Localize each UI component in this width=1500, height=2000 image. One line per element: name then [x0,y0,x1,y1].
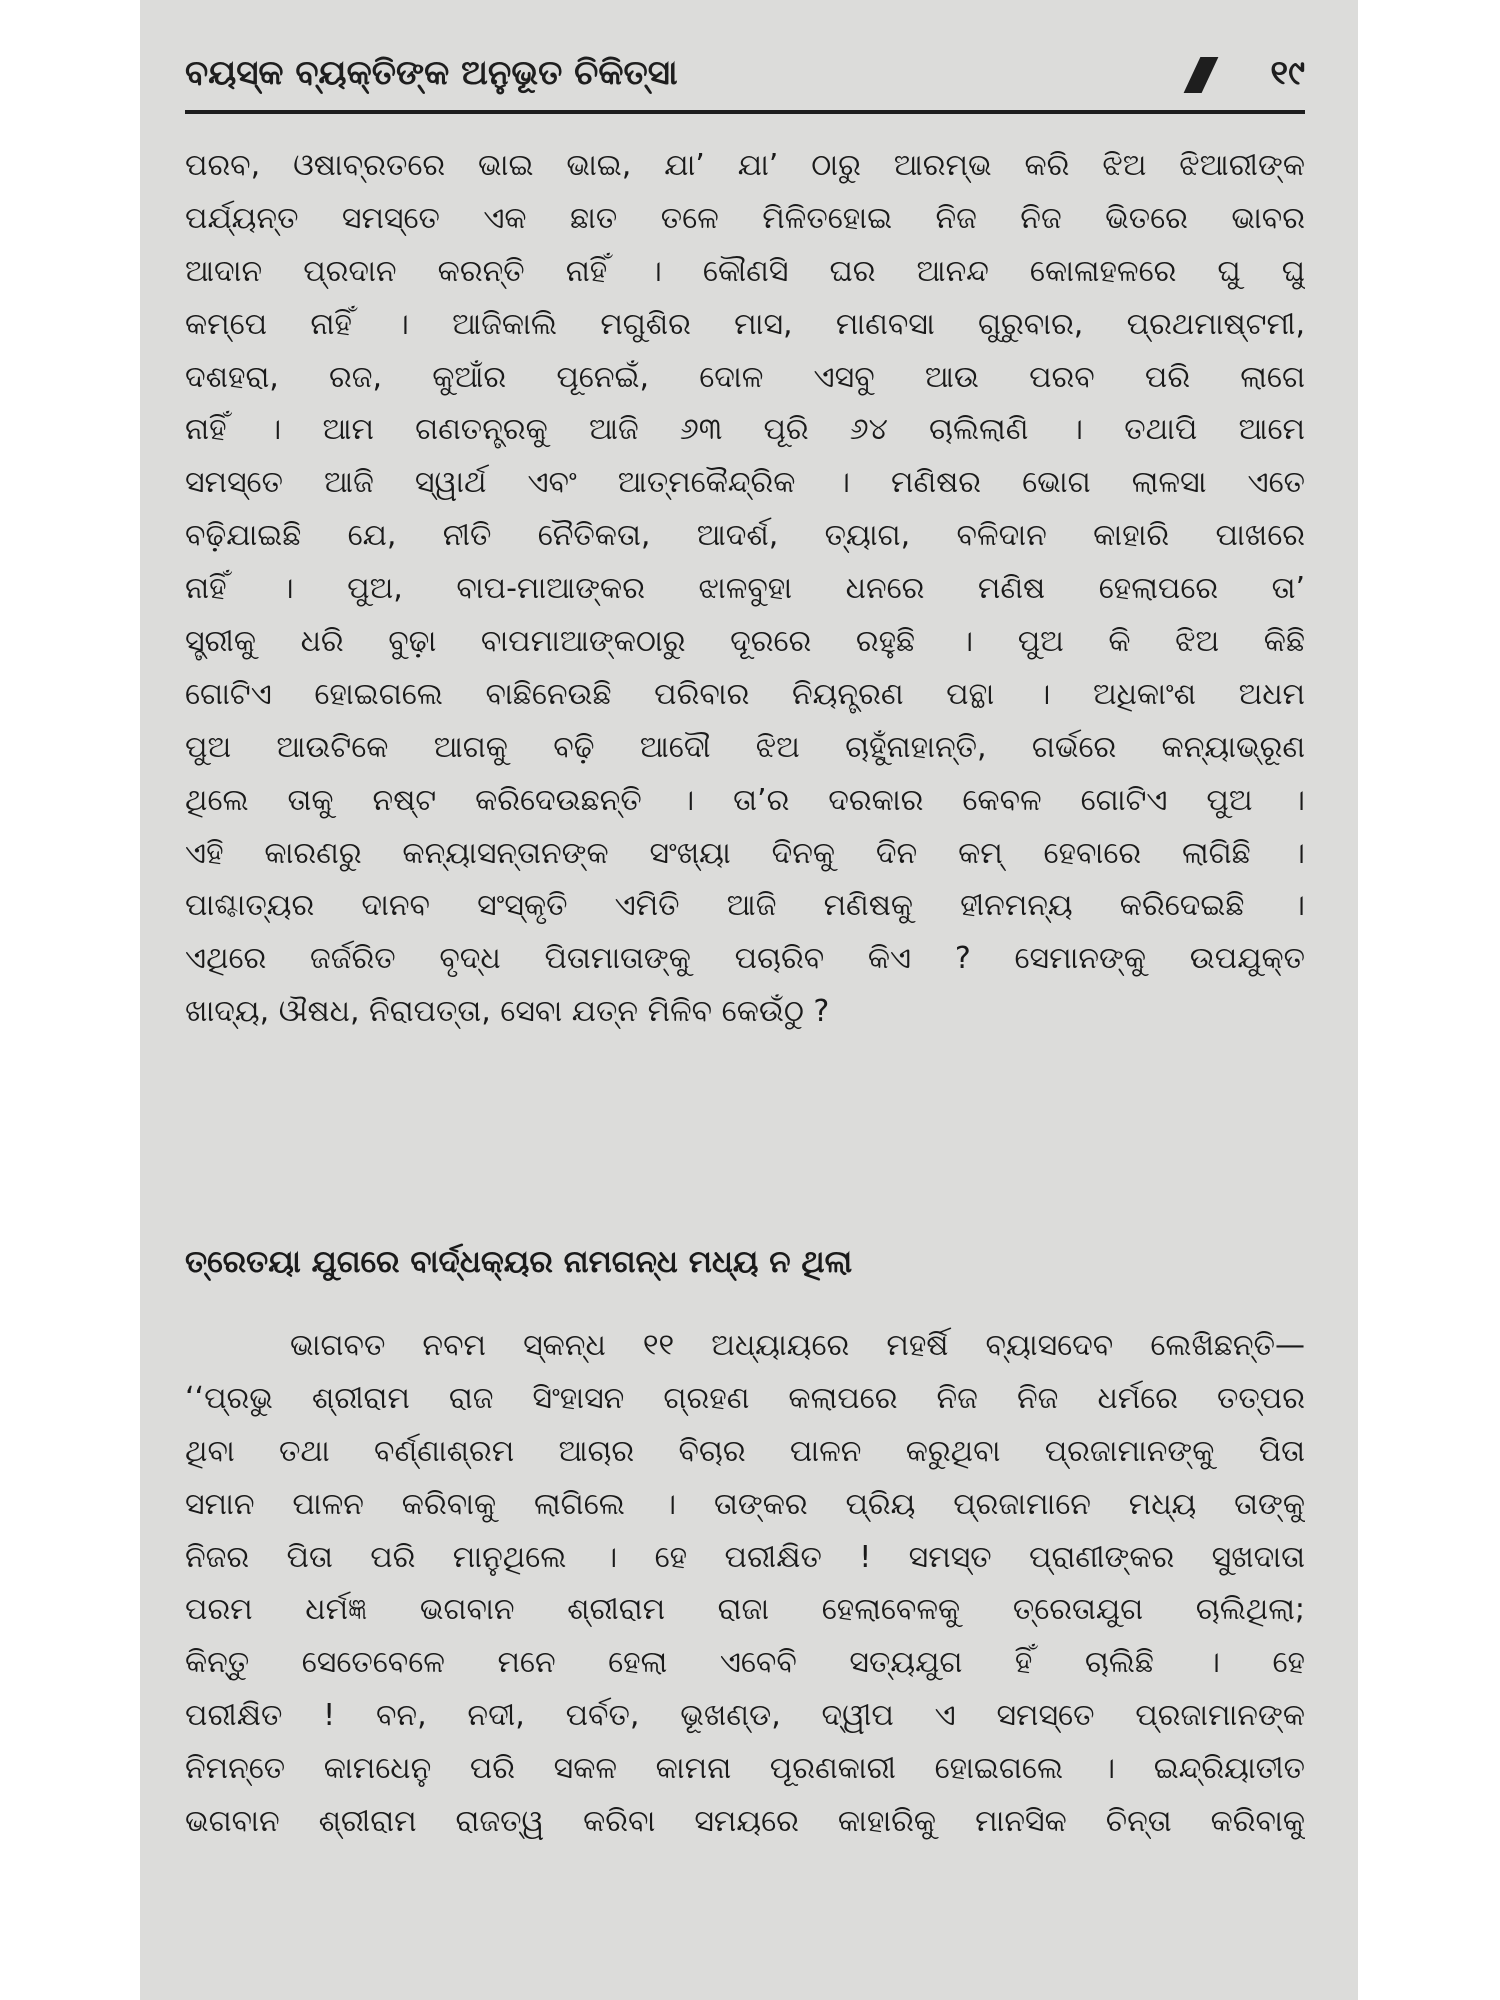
text-line: ପାଶ୍ଚାତ୍ୟର ଦାନବ ସଂସ୍କୃତି ଏମିତି ଆଜି ମଣିଷକୁ ହୀନମନ୍ୟ କରିଦେଇଛି । [185,888,1305,924]
text-line: ଖାଦ୍ୟ, ଔଷଧ, ନିରାପତ୍ତା, ସେବା ଯତ୍ନ ମିଳିବ କେଉଁଠୁ ? [185,994,830,1030]
text-line: କମ୍ପେ ନାହିଁ । ଆଜିକାଲି ମଗୁଶିର ମାସ, ମାଣବସା ଗୁରୁବାର, ପ୍ରଥମାଷ୍ଟମୀ, [185,306,1305,342]
text-line: ଭାଗବତ ନବମ ସ୍କନ୍ଧ ୧୧ ଅଧ୍ୟାୟରେ ମହର୍ଷି ବ୍ୟାସଦେବ ଲେଖିଛନ୍ତି— [290,1328,1305,1363]
text-line: ନିମନ୍ତେ କାମଧେନୁ ପରି ସକଳ କାମନା ପୂରଣକାରୀ ହୋଇଗଲେ । ଇନ୍ଦ୍ରିୟାତୀତ [185,1751,1305,1787]
page-mark-decoration [1184,57,1219,93]
text-line: ଏହି କାରଣରୁ କନ୍ୟାସନ୍ତାନଙ୍କ ସଂଖ୍ୟା ଦିନକୁ ଦିନ କମ୍ ହେବାରେ ଲାଗିଛି । [185,835,1305,871]
text-line: ଆଦାନ ପ୍ରଦାନ କରନ୍ତି ନାହିଁ । କୌଣସି ଘର ଆନନ୍ଦ କୋଳାହଳରେ ଘୁ ଘୁ [185,253,1305,289]
text-line: ପର୍ଯ୍ୟନ୍ତ ସମସ୍ତେ ଏକ ଛାତ ତଳେ ମିଳିତହୋଇ ନିଜ ନିଜ ଭିତରେ ଭାବର [185,200,1305,236]
text-line: ନିଜର ପିତା ପରି ମାନୁଥିଲେ । ହେ ପରୀକ୍ଷିତ ! ସମସ୍ତ ପ୍ରାଣୀଙ୍କର ସୁଖଦାତା [185,1539,1305,1575]
text-line: କିନ୍ତୁ ସେତେବେଳେ ମନେ ହେଲା ଏବେବି ସତ୍ୟଯୁଗ ହିଁ ଚାଲିଛି । ହେ [185,1645,1305,1681]
text-line: ନାହିଁ । ପୁଅ, ବାପ-ମାଆଙ୍କର ଝାଳବୁହା ଧନରେ ମଣିଷ ହେଲାପରେ ତା’ [185,571,1305,607]
text-line: ସ୍ତ୍ରୀକୁ ଧରି ବୁଢ଼ା ବାପମାଆଙ୍କଠାରୁ ଦୂରରେ ରହୁଛି । ପୁଅ କି ଝିଅ କିଛି [185,624,1305,660]
text-line: ନାହିଁ । ଆମ ଗଣତନ୍ତ୍ରକୁ ଆଜି ୬୩ ପୂରି ୬୪ ଚାଲିଲାଣି । ତଥାପି ଆମେ [185,412,1305,448]
text-line: ଗୋଟିଏ ହୋଇଗଲେ ବାଛିନେଉଛି ପରିବାର ନିୟନ୍ତ୍ରଣ ପନ୍ଥା । ଅଧିକାଂଶ ଅଧମ [185,676,1305,712]
paragraph-1 [185,140,1305,1039]
section-subheading [185,1235,1305,1290]
text-line: ବଢ଼ିଯାଇଛି ଯେ, ନୀତି ନୈତିକତା, ଆଦର୍ଶ, ତ୍ୟାଗ, ବଳିଦାନ କାହାରି ପାଖରେ [185,518,1305,554]
running-title: ବୟସ୍କ ବ୍ୟକ୍ତିଙ୍କ ଅନୁଭୂତ ଚିକିତ୍ସା [185,53,678,93]
subheading-text: ତ୍ରେତୟା ଯୁଗରେ ବାର୍ଦ୍ଧକ୍ୟର ନାମଗନ୍ଧ ମଧ୍ୟ ନ ଥିଲା [185,1244,853,1280]
text-line: ସମାନ ପାଳନ କରିବାକୁ ଲାଗିଲେ । ତାଙ୍କର ପ୍ରିୟ ପ୍ରଜାମାନେ ମଧ୍ୟ ତାଙ୍କୁ [185,1486,1305,1522]
text-line: ପରମ ଧର୍ମଜ୍ଞ ଭଗବାନ ଶ୍ରୀରାମ ରାଜା ହେଲାବେଳକୁ ତ୍ରେତାଯୁଗ ଚାଲିଥିଲା; [185,1592,1305,1628]
text-line: ପୁଅ ଆଉଟିକେ ଆଗକୁ ବଢ଼ି ଆଦୌ ଝିଅ ଚାହୁଁନାହାନ୍ତି, ଗର୍ଭରେ କନ୍ୟାଭ୍ରୂଣ [185,729,1305,765]
text-line: ପରୀକ୍ଷିତ ! ବନ, ନଦୀ, ପର୍ବତ, ଭୂଖଣ୍ଡ, ଦ୍ୱୀପ ଏ ସମସ୍ତେ ପ୍ରଜାମାନଙ୍କ [185,1698,1305,1734]
text-line: ସମସ୍ତେ ଆଜି ସ୍ୱାର୍ଥ ଏବଂ ଆତ୍ମକୈନ୍ଦ୍ରିକ । ମଣିଷର ଭୋଗ ଲାଳସା ଏତେ [185,465,1305,501]
text-line: ଦଶହରା, ରଜ, କୁଆଁର ପୂନେଇଁ, ଦୋଳ ଏସବୁ ଆଉ ପରବ ପରି ଲାଗେ [185,359,1305,395]
text-line: ଥିଲେ ତାକୁ ନଷ୍ଟ କରିଦେଉଛନ୍ତି । ତା’ର ଦରକାର କେବଳ ଗୋଟିଏ ପୁଅ । [185,782,1305,818]
text-line: ‘‘ପ୍ରଭୁ ଶ୍ରୀରାମ ରାଜ ସିଂହାସନ ଗ୍ରହଣ କଲାପରେ ନିଜ ନିଜ ଧର୍ମରେ ତତ୍ପର [185,1380,1305,1416]
text-line: ଏଥିରେ ଜର୍ଜରିତ ବୃଦ୍ଧ ପିତାମାତାଙ୍କୁ ପଚାରିବ କିଏ ? ସେମାନଙ୍କୁ ଉପଯୁକ୍ତ [185,941,1305,977]
text-line: ଭଗବାନ ଶ୍ରୀରାମ ରାଜତ୍ୱ କରିବା ସମୟରେ କାହାରିକୁ ମାନସିକ ଚିନ୍ତା କରିବାକୁ [185,1804,1305,1840]
page-number: ୧୯ [1270,53,1305,93]
text-line: ଥିବା ତଥା ବର୍ଣ୍ଣାଶ୍ରମ ଆଚାର ବିଚାର ପାଳନ କରୁଥିବା ପ୍ରଜାମାନଙ୍କୁ ପିତା [185,1433,1305,1469]
paragraph-2 [185,1320,1305,1849]
page-header [185,45,1305,105]
text-line: ପରବ, ଓଷାବ୍ରତରେ ଭାଇ ଭାଇ, ଯା’ ଯା’ ଠାରୁ ଆରମ୍ଭ କରି ଝିଅ ଝିଆରୀଙ୍କ [185,148,1305,183]
header-rule [185,110,1305,114]
